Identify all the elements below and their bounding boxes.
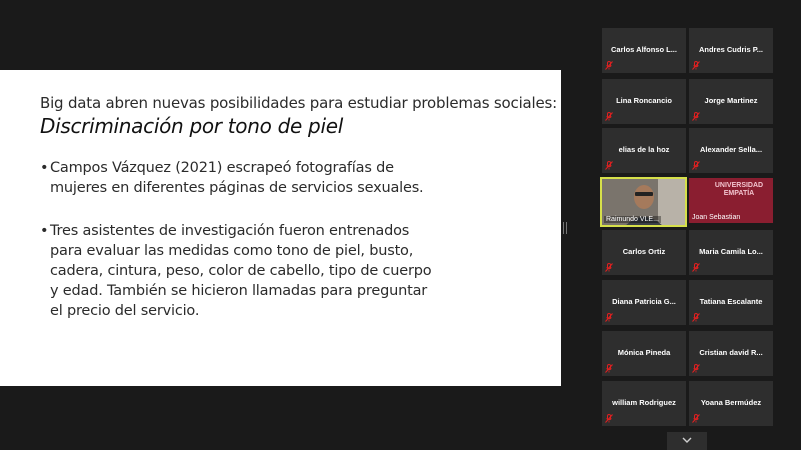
- participant-name: Raimundo VLE...: [606, 216, 659, 223]
- participant-name: Tatiana Escalante: [699, 297, 763, 306]
- mic-muted-icon: [692, 61, 700, 70]
- slide-title: Discriminación por tono de piel: [40, 114, 343, 138]
- chevron-down-icon: [682, 437, 692, 444]
- participant-tile[interactable]: [602, 28, 686, 73]
- participant-name: Carlos Ortiz: [622, 247, 666, 256]
- participant-tile[interactable]: [602, 128, 686, 173]
- mic-muted-icon: [605, 263, 613, 272]
- bullet-marker: •: [40, 160, 49, 176]
- participant-name: Joan Sebastian: [692, 214, 741, 221]
- mic-muted-icon: [605, 61, 613, 70]
- bullet-line: y edad. También se hicieron llamadas para preguntar: [50, 283, 428, 299]
- mic-muted-icon: [692, 313, 700, 322]
- participant-tile[interactable]: [689, 28, 773, 73]
- participant-tile[interactable]: [689, 230, 773, 275]
- participant-video-tile-active-speaker[interactable]: [600, 177, 687, 227]
- bullet-line: mujeres en diferentes páginas de servicios sexuales.: [50, 180, 424, 196]
- participant-tile[interactable]: [602, 280, 686, 325]
- mic-muted-icon: [692, 263, 700, 272]
- participant-video-tile[interactable]: [689, 178, 773, 223]
- participant-tile[interactable]: [689, 79, 773, 124]
- participant-tile[interactable]: [689, 128, 773, 173]
- gallery-next-page-button[interactable]: [667, 432, 707, 450]
- mic-muted-icon: [692, 112, 700, 121]
- bullet-item: [40, 158, 440, 198]
- mic-muted-icon: [692, 161, 700, 170]
- bullet-line: Campos Vázquez (2021) escrapeó fotografías de: [50, 160, 394, 176]
- participant-name: Mónica Pineda: [617, 348, 671, 357]
- slide-subtitle: Big data abren nuevas posibilidades para estudiar problemas sociales:: [40, 94, 557, 112]
- mic-muted-icon: [605, 414, 613, 423]
- participant-name: Diana Patricia G...: [612, 297, 676, 306]
- participant-name: Jorge Martinez: [704, 96, 758, 105]
- bullet-marker: •: [40, 223, 49, 239]
- participant-tile[interactable]: [602, 230, 686, 275]
- participant-tile[interactable]: [689, 381, 773, 426]
- panel-resize-handle[interactable]: [563, 222, 567, 234]
- participant-name: Cristian david R...: [699, 348, 763, 357]
- participant-tile[interactable]: [602, 381, 686, 426]
- participant-tile[interactable]: [602, 331, 686, 376]
- mic-muted-icon: [692, 364, 700, 373]
- participant-name: Maria Camila Lo...: [699, 247, 763, 256]
- participant-tile[interactable]: [689, 280, 773, 325]
- video-background-logo: UNIVERSIDAD EMPATÍA: [714, 182, 764, 197]
- participant-name: Andres Cudris P...: [698, 45, 764, 54]
- bullet-item: [40, 221, 440, 321]
- participant-name: Lina Roncancio: [616, 96, 672, 105]
- mic-muted-icon: [692, 414, 700, 423]
- mic-muted-icon: [605, 112, 613, 121]
- bullet-line: para evaluar las medidas como tono de piel, busto,: [50, 243, 414, 259]
- participant-tile[interactable]: [602, 79, 686, 124]
- bullet-line: el precio del servicio.: [50, 303, 200, 319]
- participant-name: Carlos Alfonso L...: [611, 45, 677, 54]
- participant-name: Alexander Sella...: [699, 145, 763, 154]
- shared-screen-slide: [0, 70, 561, 386]
- bullet-line: Tres asistentes de investigación fueron entrenados: [50, 223, 410, 239]
- mic-muted-icon: [605, 161, 613, 170]
- participant-name: william Rodriguez: [612, 398, 676, 407]
- bullet-line: cadera, cintura, peso, color de cabello, tipo de cuerpo: [50, 263, 432, 279]
- participant-name: Yoana Bermúdez: [700, 398, 762, 407]
- participant-name: elias de la hoz: [618, 145, 670, 154]
- participant-tile[interactable]: [689, 331, 773, 376]
- mic-muted-icon: [605, 313, 613, 322]
- mic-muted-icon: [605, 364, 613, 373]
